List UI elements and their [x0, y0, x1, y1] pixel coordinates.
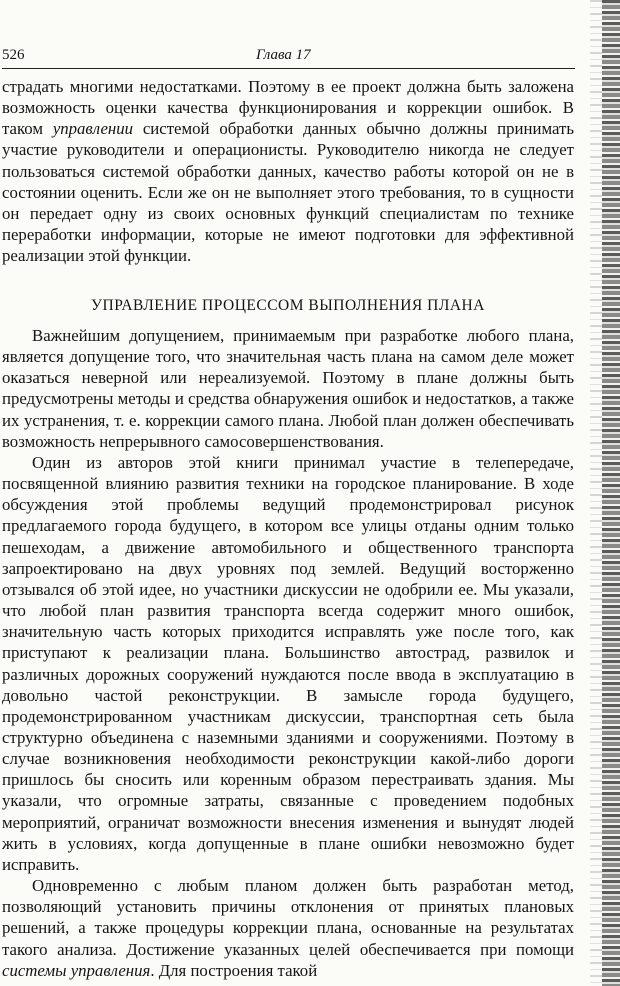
header-rule [2, 68, 575, 69]
running-header [2, 47, 574, 65]
opening-text [2, 76, 574, 266]
paragraph: Один из авторов этой книги принимал участие в телепередаче, посвященной влиянию развития техники на городское планирование. В ходе обсуждения этой проблемы ведущий продемонстрировал рисунок предлагаемого города будущего, в котором все улицы отданы одним только пешеходам, а движение автомобильного и общественного транспорта запроектировано на двух уровнях под землей. Ведущий восторженно отзывался об этой идее, но участники дискуссии не одобрили ее. Мы указали, что любой план развития транспорта всегда содержит много ошибок, значительную часть которых приходится исправлять уже после того, как приступают к реализации плана. Большинство автострад, развилок и различных дорожных сооружений нуждаются после ввода в эксплуатацию в довольно частой реконструкции. В замысле города будущего, продемонстрированном участникам дискуссии, транспортная сеть была структурно объединена с наземными зданиями и сооружениями. Поэтому в случае возникновения необходимости реконструкции какой-либо дороги пришлось бы сносить или коренным образом перестраивать здания. Мы указали, что огромные затраты, связанные с проведением подобных мероприятий, ограничат возможности внесения изменения и вынудят людей жить в условиях, когда допущенные в плане ошибки невозможно будет исправить. [2, 452, 574, 874]
paragraph-continued: страдать многими недостатками. Поэтому в ее проект должна быть заложена возможность оценки качества функционирования и коррекции ошибок. В таком управлении системой обработки данных обычно должны принимать участие руководители и операционисты. Руководителю никогда не следует пользоваться системой обработки данных, качество работы которой он не в состоянии оценить. Если же он не выполняет этого требования, то в сущности он передает одну из своих основных функций специалистам по технике переработки информации, которые не имеют подготовки для эффективной реализации этой функции. [2, 77, 574, 266]
emphasis-term: системы управления [2, 960, 151, 980]
scan-edge [602, 0, 620, 986]
chapter-title: Глава 17 [256, 47, 311, 63]
paragraph: Одновременно с любым планом должен быть разработан метод, позволяющий установить причины отклонения от принятых плановых решений, а также процедуры коррекции плана, основанные на результатах такого анализа. Достижение указанных целей обеспечивается при помощи системы управления. Для построения такой [2, 876, 574, 980]
section-body [2, 325, 574, 981]
paragraph: Важнейшим допущением, принимаемым при разработке любого плана, является допущение того, что значительная часть плана на самом деле может оказаться неверной или нереализуемой. Поэтому в плане должны быть предусмотрены методы и средства обнаружения ошибок и недостатков, а также их устранения, т. е. коррекции самого плана. Любой план должен обеспечивать возможность непрерывного самосовершенствования. [2, 326, 574, 451]
section-heading: УПРАВЛЕНИЕ ПРОЦЕССОМ ВЫПОЛНЕНИЯ ПЛАНА [91, 297, 485, 314]
scan-edge-shadow [590, 0, 602, 986]
emphasis-term: управлении [52, 119, 134, 139]
page-number: 526 [2, 47, 25, 63]
